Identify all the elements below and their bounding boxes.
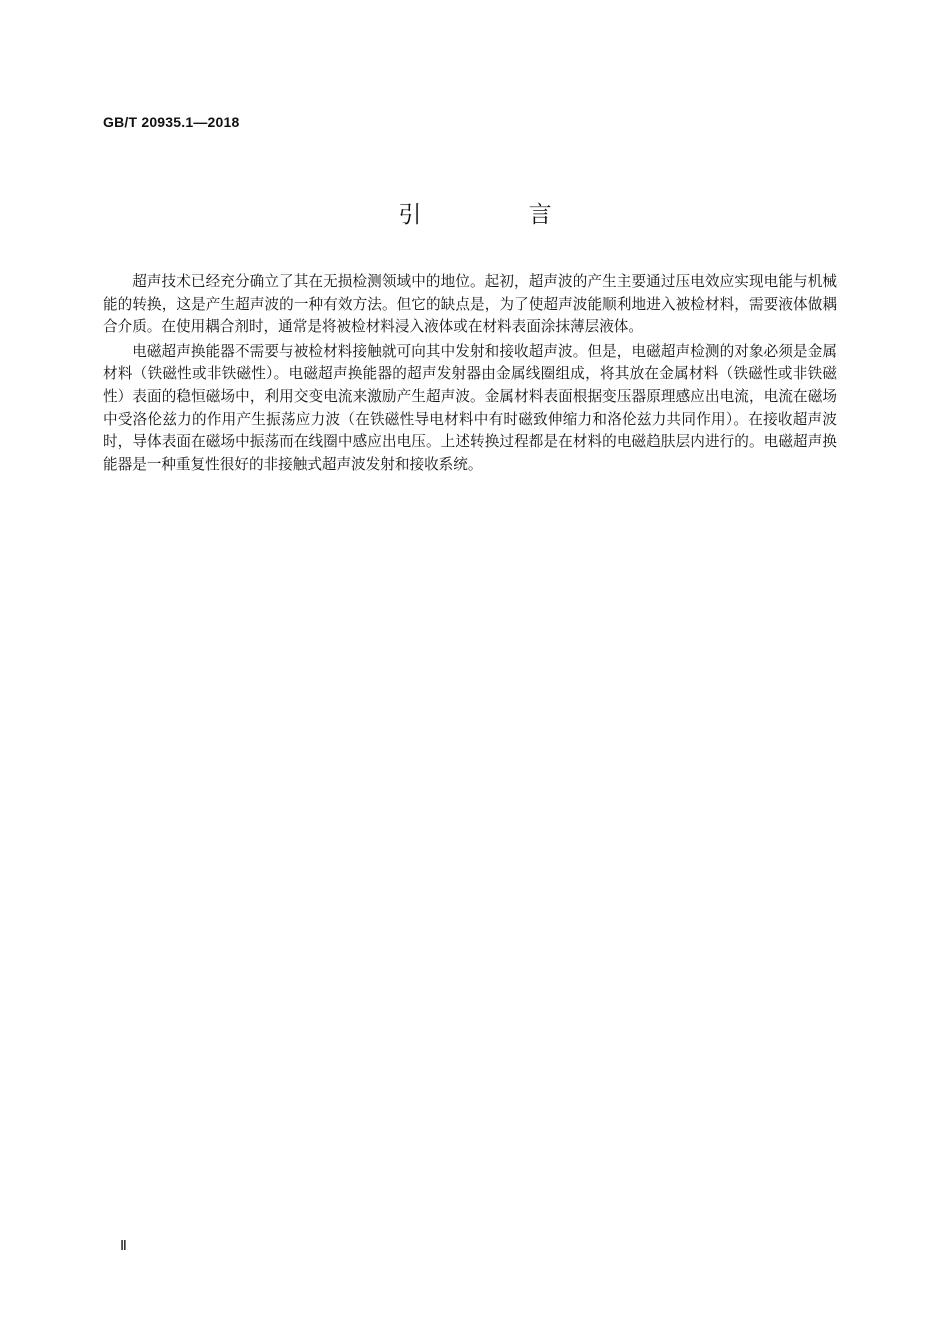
standard-code: GB/T 20935.1—2018 [103,114,240,130]
paragraph: 电磁超声换能器不需要与被检材料接触就可向其中发射和接收超声波。但是，电磁超声检测的对象必须是金属材料（铁磁性或非铁磁性）。电磁超声换能器的超声发射器由金属线圈组成，将其放在金属材料（铁磁性或非铁磁性）表面的稳恒磁场中，利用交变电流来激励产生超声波。金属材料表面根据变压器原理感应出电流，电流在磁场中受洛伦兹力的作用产生振荡应力波（在铁磁性导电材料中有时磁致伸缩力和洛伦兹力共同作用）。在接收超声波时，导体表面在磁场中振荡而在线圈中感应出电压。上述转换过程都是在材料的电磁趋肤层内进行的。电磁超声换能器是一种重复性很好的非接触式超声波发射和接收系统。 [103,342,837,473]
page-number: Ⅱ [120,1239,127,1254]
page-title: 引 言 [398,202,602,228]
document-body [103,271,837,478]
paragraph: 超声技术已经充分确立了其在无损检测领域中的地位。起初，超声波的产生主要通过压电效应实现电能与机械能的转换，这是产生超声波的一种有效方法。但它的缺点是，为了使超声波能顺利地进入被检材料，需要液体做耦合介质。在使用耦合剂时，通常是将被检材料浸入液体或在材料表面涂抹薄层液体。 [103,273,837,336]
